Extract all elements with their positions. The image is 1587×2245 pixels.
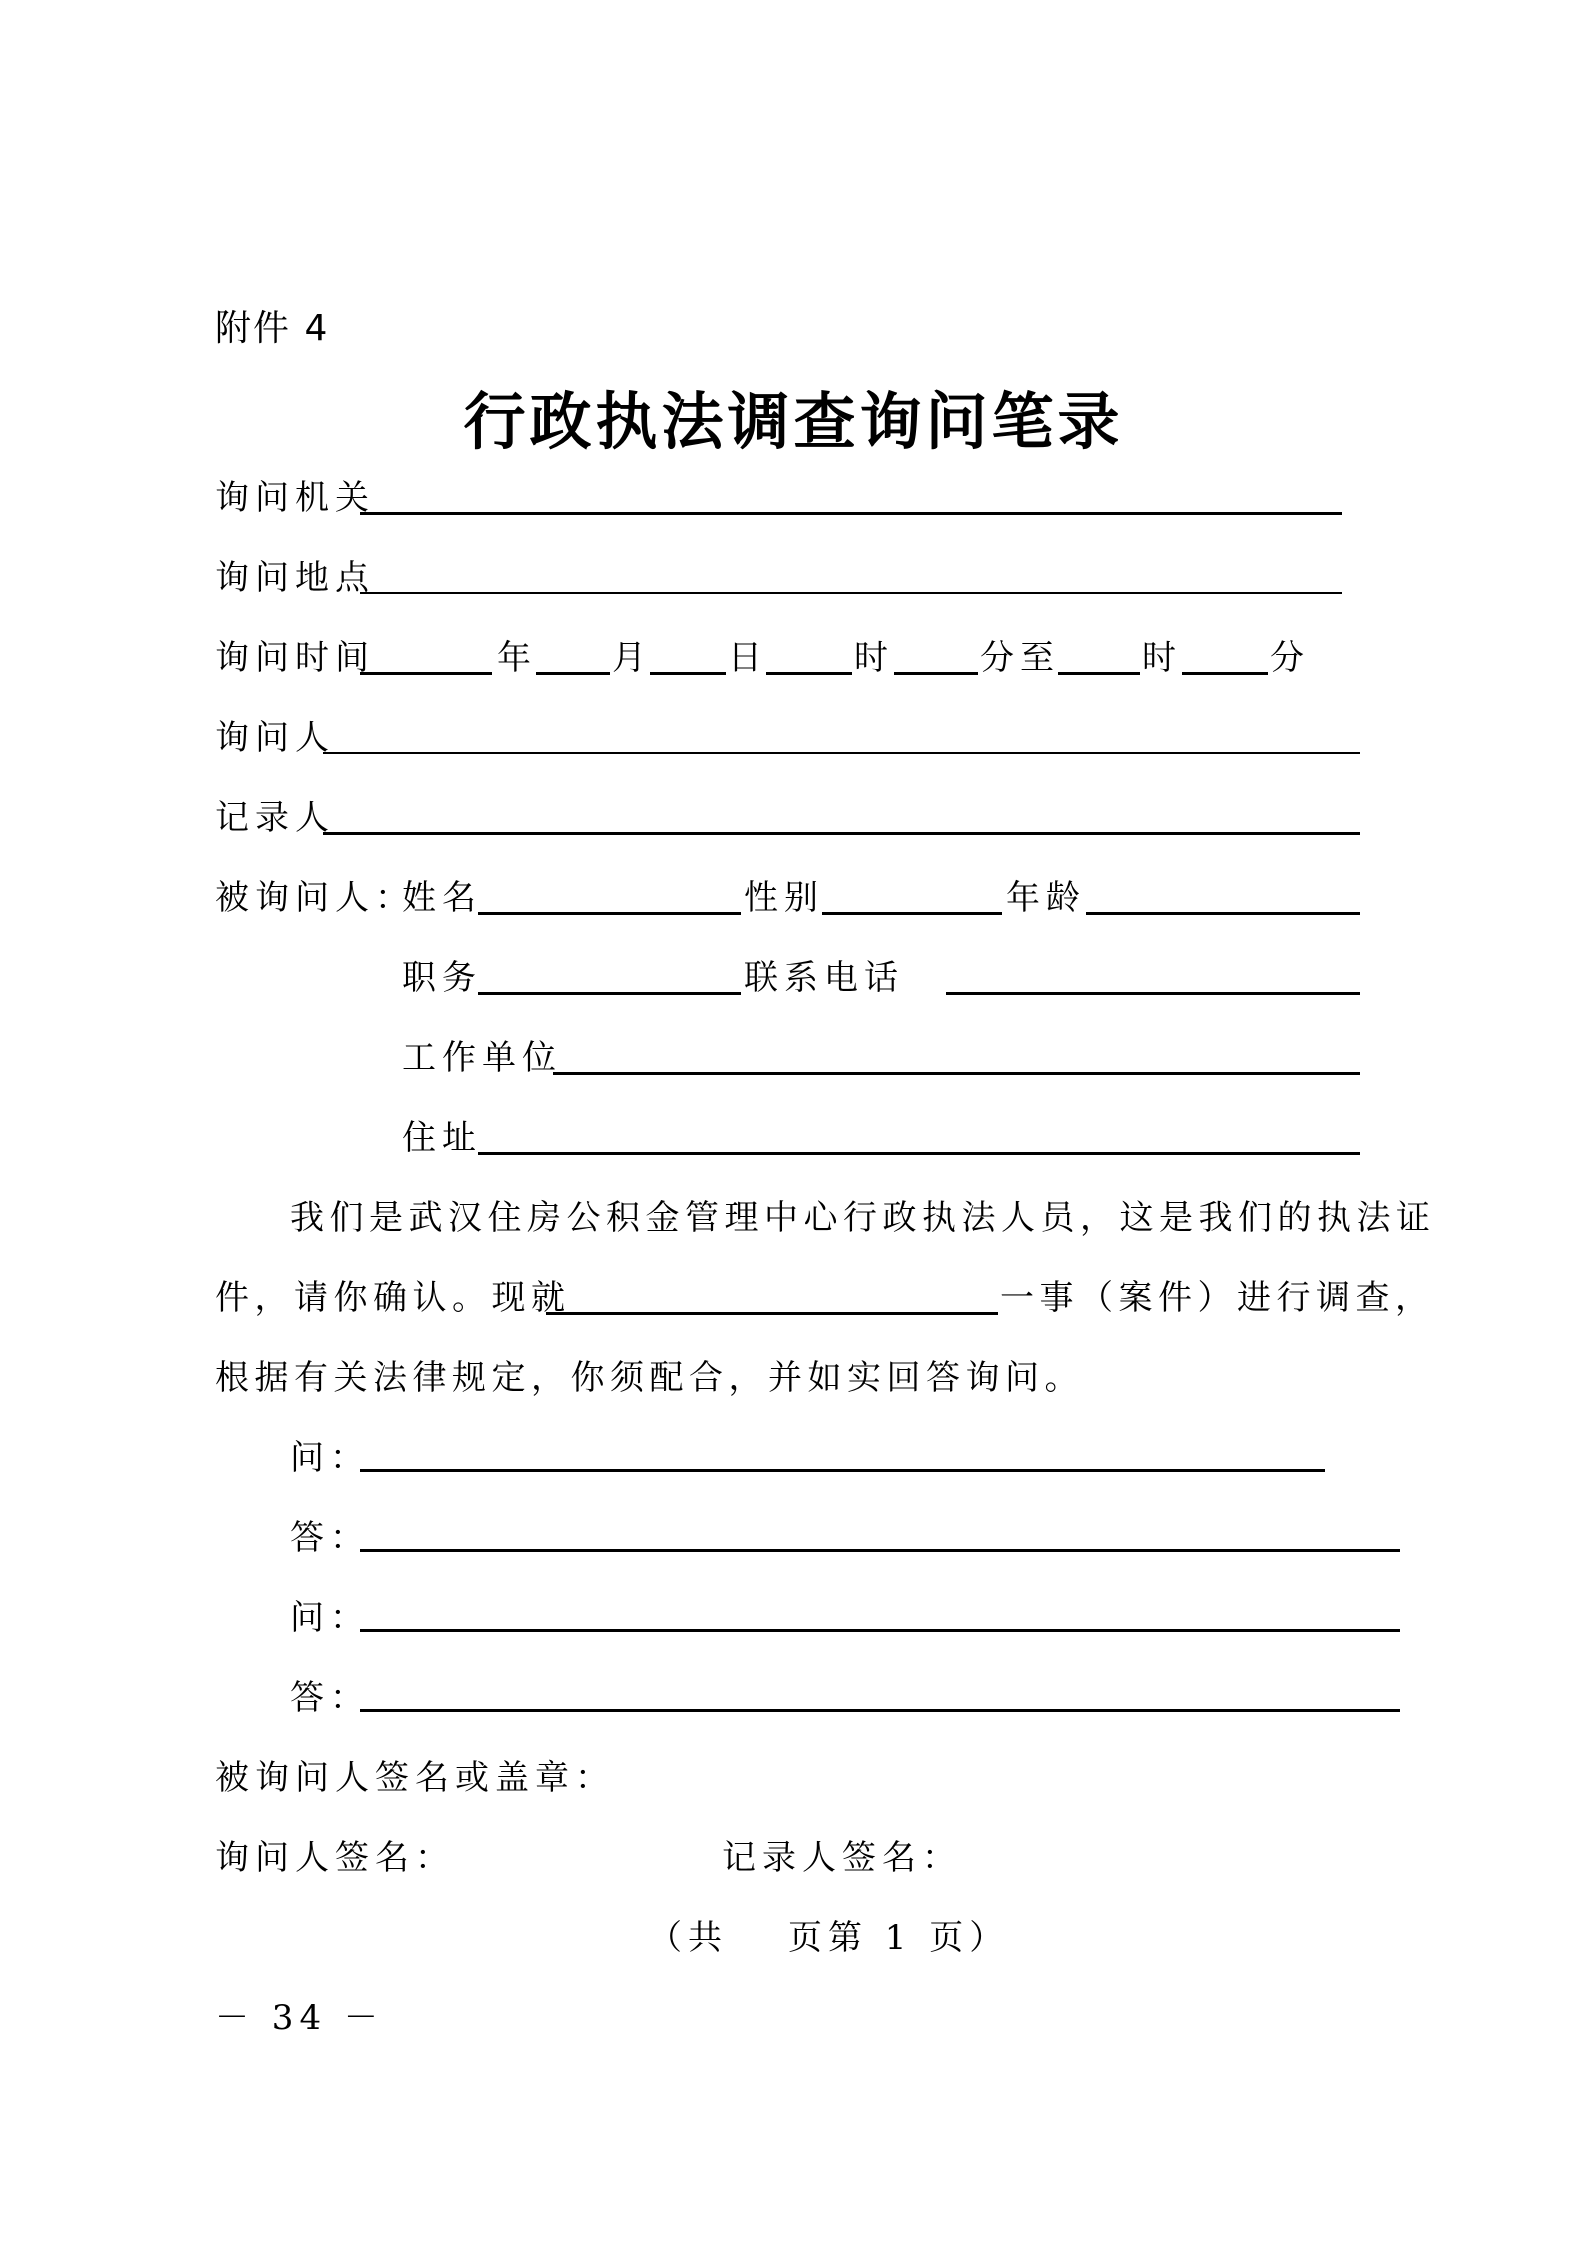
answer-label: 答： (290, 1678, 370, 1718)
statement-line-3: 根据有关法律规定，你须配合，并如实回答询问。 (215, 1358, 1084, 1398)
end-hour-input-line[interactable] (1058, 672, 1140, 675)
month-unit: 月 (612, 638, 652, 678)
position-input-line[interactable] (478, 992, 741, 995)
start-hour-input-line[interactable] (766, 672, 852, 675)
year-input-line[interactable] (360, 672, 492, 675)
question-label: 问： (290, 1598, 370, 1638)
interviewer-label: 询问人 (215, 718, 335, 758)
agency-input-line[interactable] (360, 512, 1342, 515)
statement-line-2-prefix: 件，请你确认。现就 (215, 1278, 571, 1318)
page-number: － 34 － (215, 1998, 384, 2038)
end-minute-input-line[interactable] (1182, 672, 1268, 675)
question-label: 问： (290, 1438, 370, 1478)
address-label: 住址 (402, 1118, 482, 1158)
page-count-suffix: 页第 1 页） (788, 1918, 1010, 1958)
age-input-line[interactable] (1086, 912, 1360, 915)
position-label: 职务 (402, 958, 482, 998)
statement-line-1: 我们是武汉住房公积金管理中心行政执法人员，这是我们的执法证 (290, 1198, 1436, 1238)
phone-label: 联系电话 (744, 958, 904, 998)
answer-input-line[interactable] (360, 1549, 1400, 1552)
interviewer-input-line[interactable] (323, 752, 1360, 754)
time-label: 询问时间 (215, 638, 375, 678)
page-count-prefix: （共 (648, 1918, 728, 1958)
case-input-line[interactable] (546, 1312, 998, 1315)
location-label: 询问地点 (215, 558, 375, 598)
interviewer-signature-label: 询问人签名： (215, 1838, 455, 1878)
document-title: 行政执法调查询问笔录 (463, 385, 1124, 458)
gender-input-line[interactable] (822, 912, 1002, 915)
gender-label: 性别 (744, 878, 824, 918)
answer-label: 答： (290, 1518, 370, 1558)
start-minute-unit: 分至 (980, 638, 1060, 678)
interviewee-label: 被询问人： (215, 878, 415, 918)
question-input-line[interactable] (360, 1629, 1400, 1632)
attachment-label: 附件 4 (215, 308, 330, 349)
location-input-line[interactable] (360, 592, 1342, 594)
address-input-line[interactable] (478, 1152, 1360, 1155)
phone-input-line[interactable] (946, 992, 1360, 995)
recorder-label: 记录人 (215, 798, 335, 838)
start-minute-input-line[interactable] (894, 672, 978, 675)
answer-input-line[interactable] (360, 1709, 1400, 1712)
employer-input-line[interactable] (553, 1072, 1360, 1075)
day-input-line[interactable] (650, 672, 726, 675)
agency-label: 询问机关 (215, 478, 375, 518)
name-label: 姓名 (402, 878, 482, 918)
question-input-line[interactable] (360, 1469, 1325, 1472)
year-unit: 年 (497, 638, 537, 678)
age-label: 年龄 (1006, 878, 1086, 918)
interviewee-signature-label: 被询问人签名或盖章： (215, 1758, 615, 1798)
employer-label: 工作单位 (402, 1038, 562, 1078)
name-input-line[interactable] (478, 912, 741, 915)
day-unit: 日 (728, 638, 768, 678)
statement-line-2-suffix: 一事（案件）进行调查， (1000, 1278, 1435, 1318)
end-hour-unit: 时 (1142, 638, 1182, 678)
month-input-line[interactable] (536, 672, 610, 675)
end-minute-unit: 分 (1270, 638, 1310, 678)
recorder-signature-label: 记录人签名： (722, 1838, 962, 1878)
recorder-input-line[interactable] (323, 832, 1360, 835)
start-hour-unit: 时 (854, 638, 894, 678)
